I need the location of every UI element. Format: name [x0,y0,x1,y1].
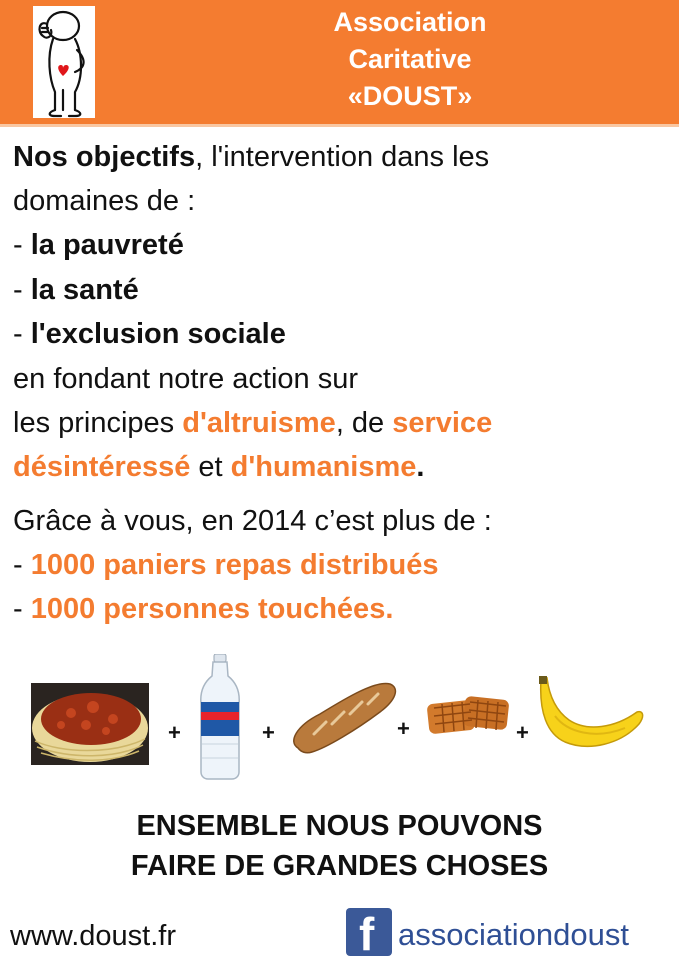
list-item: - la pauvreté [13,229,184,261]
association-logo [33,6,95,118]
stats-intro: Grâce à vous, en 2014 c’est plus de : [13,505,492,537]
principles-line-2: désintéressé et d'humanisme. [13,451,425,483]
principles-line: les principes d'altruisme, de service [13,407,493,439]
plus-sign: + [262,720,275,745]
title-line: Caritative [348,44,472,74]
header-divider [0,124,679,127]
item-exclusion: l'exclusion sociale [30,318,286,350]
header-title [280,4,540,115]
slogan-line: ENSEMBLE NOUS POUVONS [136,810,543,842]
domains-line: domaines de : [13,185,196,217]
list-item: - la santé [13,274,139,306]
facebook-letter: f [359,908,375,960]
water-bottle-icon [198,654,242,780]
disinterested-highlight: désintéressé [13,451,191,483]
mascot-heart-icon [33,6,95,118]
objectives-line [13,142,489,172]
list-item: - l'exclusion sociale [13,318,286,350]
slogan-line: FAIRE DE GRANDES CHOSES [130,850,549,882]
plus-sign: + [397,716,410,741]
title-line: «DOUST» [347,81,473,111]
service-highlight: service [392,407,493,439]
plus-sign: + [516,720,529,745]
objectives-heading: Nos objectifs [13,141,196,173]
action-line: en fondant notre action sur [13,363,359,395]
title-line: Association [333,7,487,37]
altruism-highlight: d'altruisme [182,407,336,439]
humanism-highlight: d'humanisme [230,451,417,483]
waffles-icon [426,694,510,738]
plus-sign: + [168,720,181,745]
stat-item: - 1000 paniers repas distribués [13,549,439,581]
facebook-handle-link[interactable]: associationdoust [398,917,629,952]
spaghetti-bolognese-icon [31,683,149,765]
item-poverty: la pauvreté [30,229,184,261]
stat-people: 1000 personnes touchées. [30,593,394,625]
stat-baskets: 1000 paniers repas distribués [30,549,439,581]
banana-icon [535,676,645,752]
stat-item: - 1000 personnes touchées. [13,593,394,625]
objectives-text: , l'intervention dans les [195,141,490,173]
website-link[interactable]: www.doust.fr [10,920,176,952]
item-health: la santé [30,274,139,306]
baguette-icon [290,676,398,756]
facebook-icon[interactable] [346,908,392,960]
